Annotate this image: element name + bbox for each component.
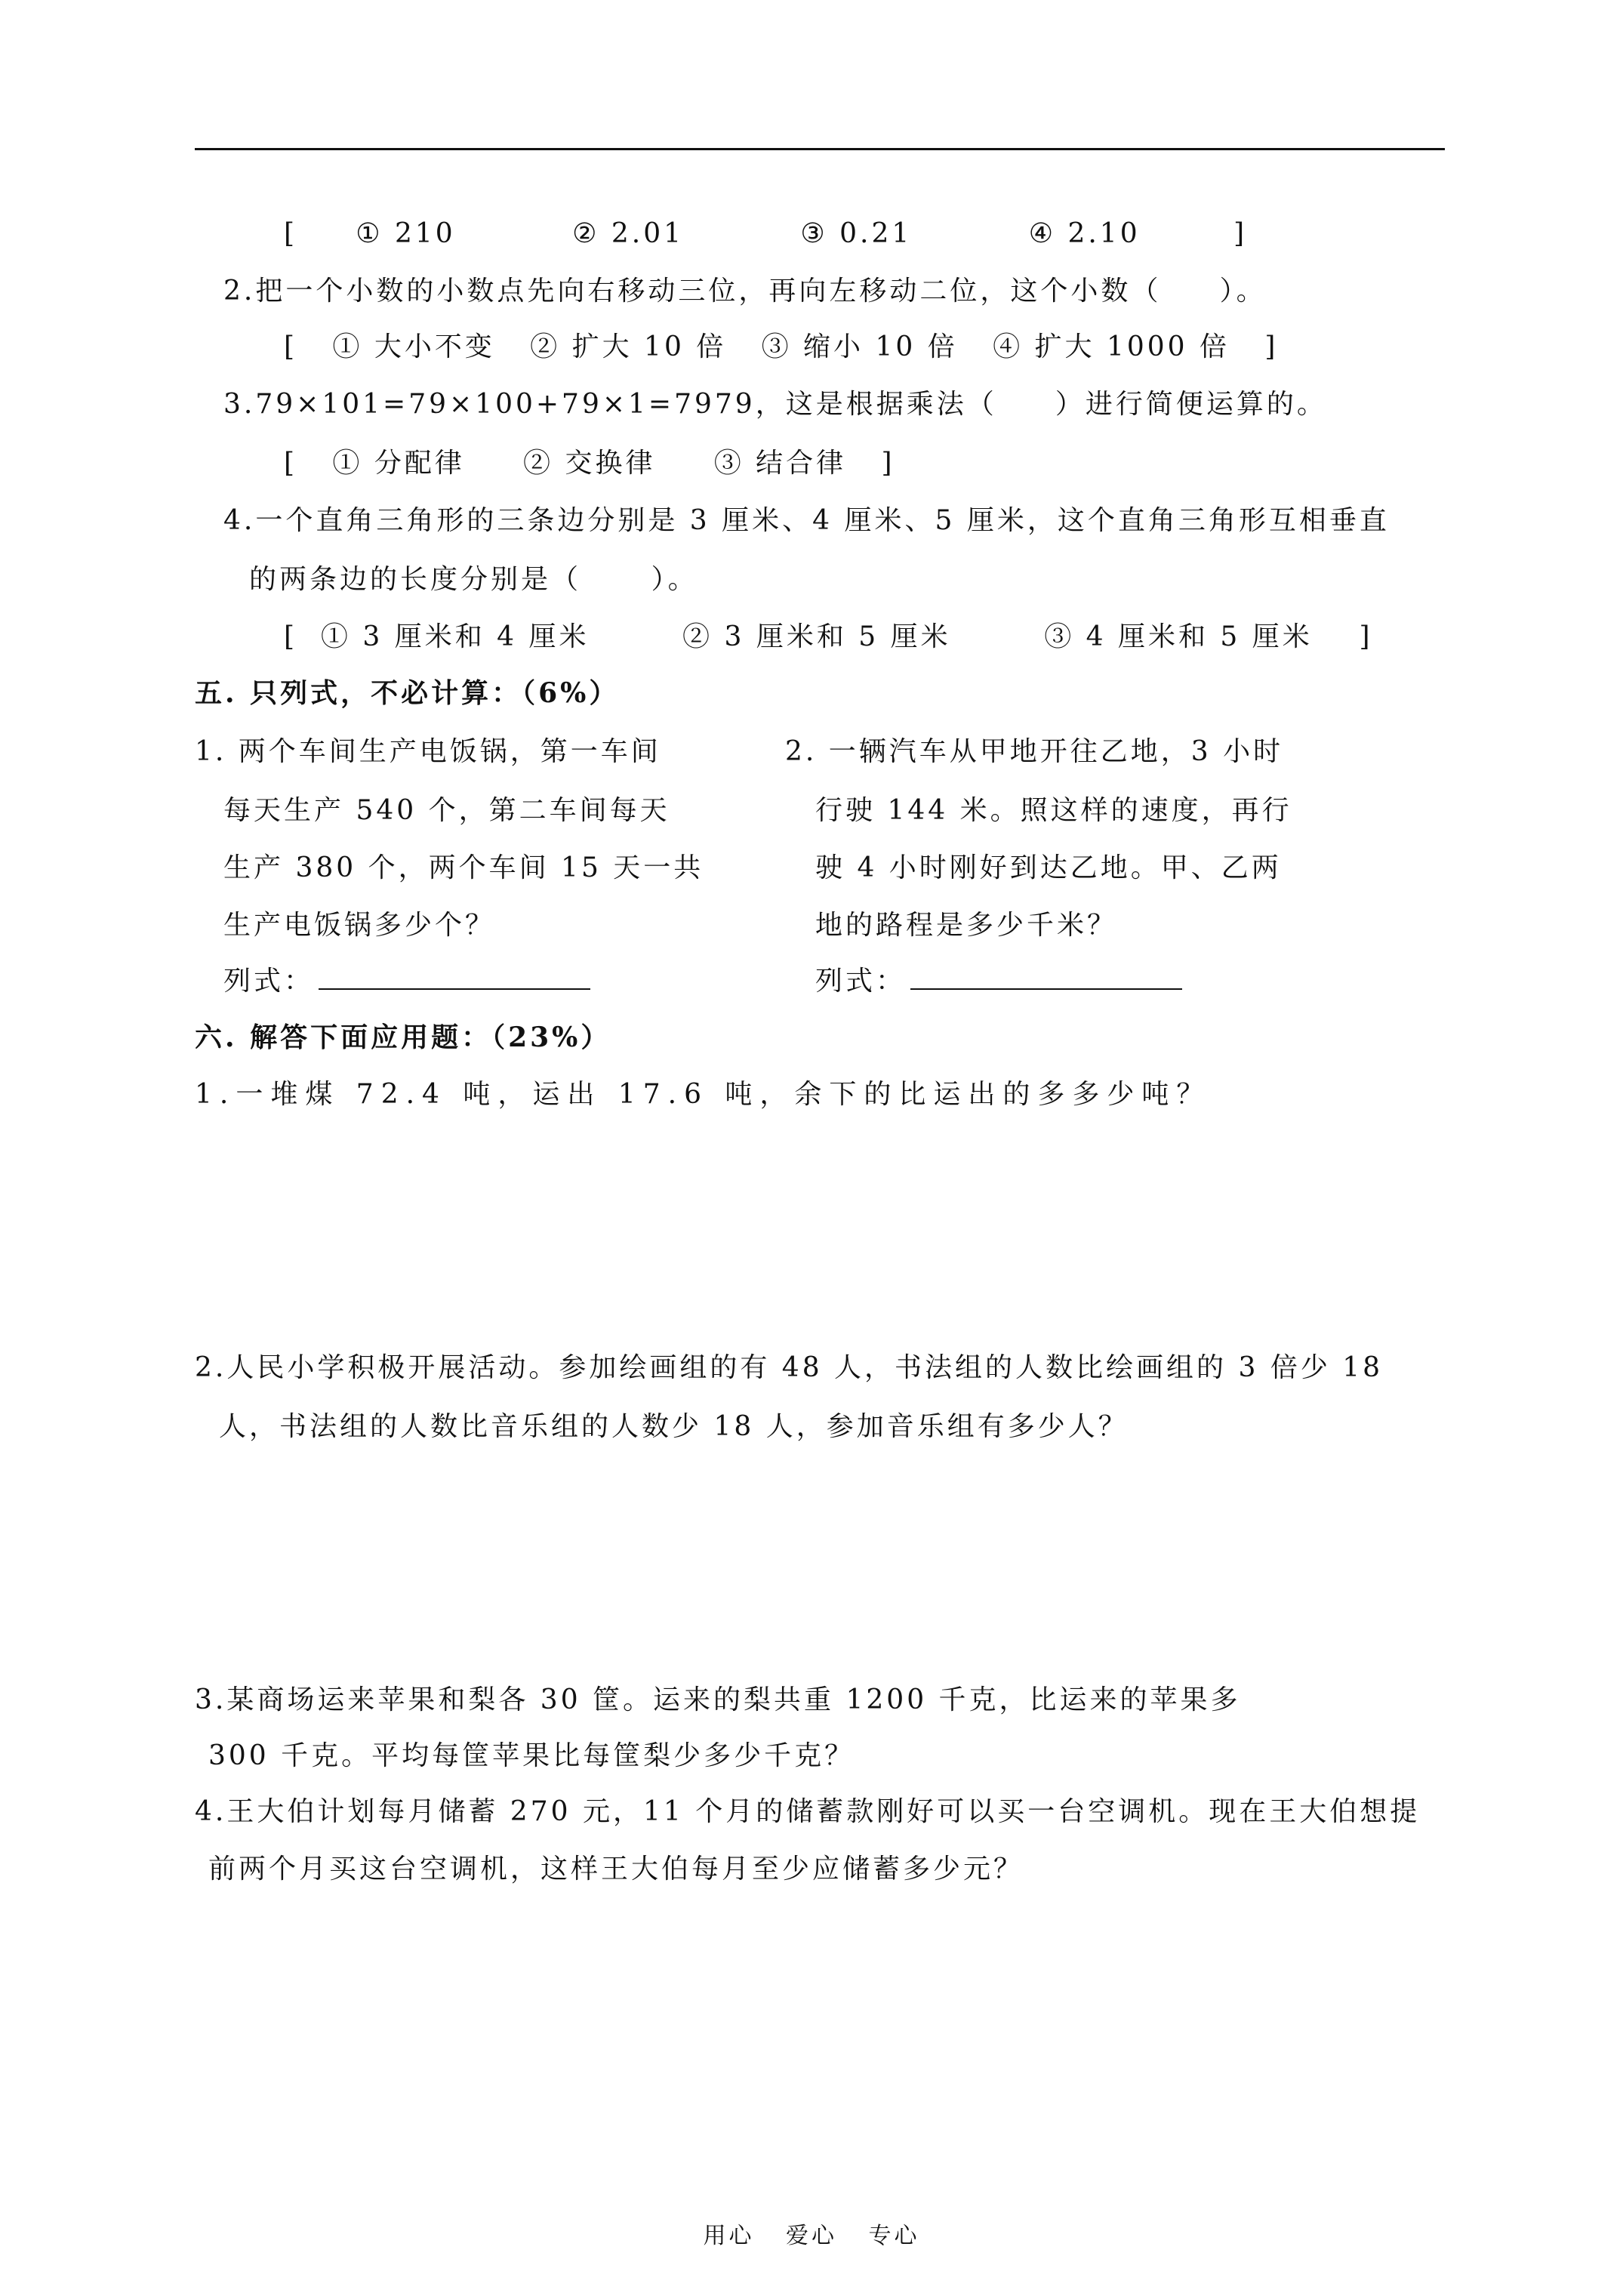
s5-q1-line: 1. 两个车间生产电饭锅，第一车间	[195, 736, 661, 767]
section5-title: 五. 只列式，不必计算：（6%）	[195, 677, 620, 709]
s6-q3-line2: 300 千克。平均每筐苹果比每筐梨少多少千克？	[208, 1740, 855, 1771]
q4-4-options: [ ① 3 厘米和 4 厘米 ② 3 厘米和 5 厘米 ③ 4 厘米和 5 厘米 ]	[284, 621, 1373, 652]
answer-blank	[319, 966, 590, 990]
s5-q1-line: 生产 380 个，两个车间 15 天一共	[223, 852, 704, 883]
s6-q2-line1: 2.人民小学积极开展活动。参加绘画组的有 48 人，书法组的人数比绘画组的 3 倍少 18	[195, 1352, 1384, 1383]
s5-q1-formula	[223, 963, 590, 1000]
s5-q1-line: 每天生产 540 个，第二车间每天	[223, 795, 670, 826]
s6-q3-line1: 3.某商场运来苹果和梨各 30 筐。运来的梨共重 1200 千克，比运来的苹果多	[195, 1684, 1241, 1715]
formula-label: 列式：	[223, 966, 315, 997]
s5-q2-line: 行驶 144 米。照这样的速度，再行	[815, 795, 1292, 826]
footer-text: 爱心	[786, 2223, 837, 2249]
footer-text: 专心	[868, 2223, 920, 2249]
s6-q1: 1.一堆煤 72.4 吨，运出 17.6 吨，余下的比运出的多多少吨？	[195, 1079, 1212, 1110]
s5-q2-line: 地的路程是多少千米？	[815, 910, 1118, 941]
answer-blank	[910, 966, 1182, 990]
s6-q2-line2: 人，书法组的人数比音乐组的人数少 18 人，参加音乐组有多少人？	[219, 1411, 1129, 1442]
section6-title: 六. 解答下面应用题：（23%）	[195, 1022, 611, 1053]
footer-text: 用心	[703, 2223, 755, 2249]
s5-q2-line: 2. 一辆汽车从甲地开往乙地，3 小时	[785, 736, 1284, 767]
s5-q2-line: 驶 4 小时刚好到达乙地。甲、乙两	[815, 852, 1282, 883]
header-rule	[195, 148, 1445, 150]
q4-1-options: [ ① 210 ② 2.01 ③ 0.21 ④ 2.10 ]	[284, 218, 1248, 249]
q4-4-question-line1: 4.一个直角三角形的三条边分别是 3 厘米、4 厘米、5 厘米，这个直角三角形互相垂直	[223, 505, 1390, 536]
q4-2-question: 2.把一个小数的小数点先向右移动三位，再向左移动二位，这个小数（ ）。	[223, 276, 1267, 307]
q4-4-question-line2: 的两条边的长度分别是（ ）。	[249, 564, 698, 595]
q4-2-options: [ ① 大小不变 ② 扩大 10 倍 ③ 缩小 10 倍 ④ 扩大 1000 倍 ]	[284, 331, 1279, 362]
q4-3-question: 3.79×101=79×100+79×1=7979，这是根据乘法（ ）进行简便运算的。	[223, 389, 1327, 420]
q4-3-options: [ ① 分配律 ② 交换律 ③ 结合律 ]	[284, 448, 895, 479]
s6-q4-line1: 4.王大伯计划每月储蓄 270 元，11 个月的储蓄款刚好可以买一台空调机。现在王大伯想提	[195, 1796, 1421, 1827]
s5-q2-formula	[815, 963, 1182, 1000]
s6-q4-line2: 前两个月买这台空调机，这样王大伯每月至少应储蓄多少元？	[208, 1854, 1024, 1885]
formula-label: 列式：	[815, 966, 907, 997]
page-footer	[0, 2217, 1623, 2250]
s5-q1-line: 生产电饭锅多少个？	[223, 910, 496, 941]
